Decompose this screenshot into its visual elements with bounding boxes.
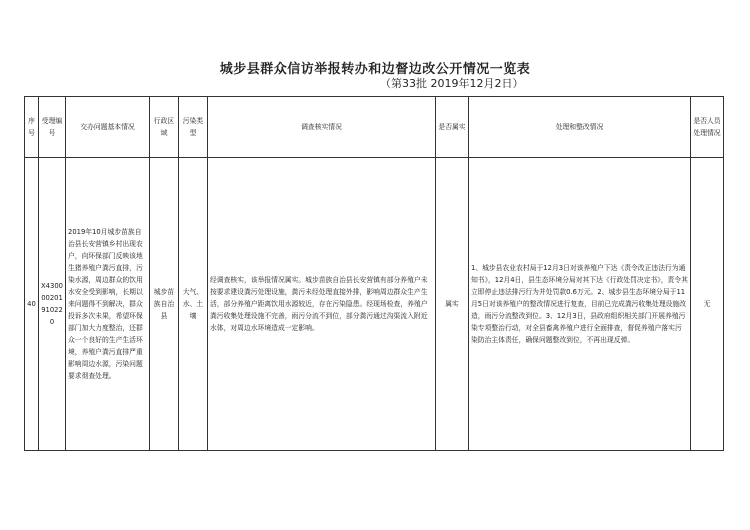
cell-handling: 1、城步县农业农村局于12月3日对该养殖户下达《责令改正违法行为通知书》，12月4日，县生态环境分局对其下达《行政处罚决定书》，责令其立即停止违法排污行为并处罚款0.6万元。2、城步县生态环境分局于11月5日对该养殖户的整改情况进行复查，目前已完成粪污收集处理设施改造，雨污分流整改到位。3、12月3日，县政府组织相关部门开展养殖污染专项整治行动，对全县畜禽养殖户进行全面排查，督促养殖户落实污染防治主体责任，确保问题整改到位，不再出现反弹。 [469,158,691,451]
header-no: 序号 [25,97,39,158]
header-investigation: 调查核实情况 [208,97,436,158]
header-type: 污染类型 [179,97,208,158]
cell-case-no: X430000201910220 [39,158,66,451]
cell-region: 城步苗族自治县 [150,158,179,451]
header-verified: 是否属实 [436,97,469,158]
table-header-row [25,97,724,158]
cell-investigation: 经调查核实，该举报情况属实。城步苗族自治县长安营镇有部分养殖户未按要求建设粪污处理设施，粪污未经处理直接外排，影响周边群众生产生活，部分养殖户距离饮用水源较近，存在污染隐患。经现场检查，养殖户粪污收集处理设施不完善，雨污分流不到位，部分粪污通过沟渠流入附近水体，对周边水环境造成一定影响。 [208,158,436,451]
header-case-no: 受理编号 [39,97,66,158]
cell-accountability: 无 [691,158,724,451]
header-region: 行政区域 [150,97,179,158]
cell-verified: 属实 [436,158,469,451]
cell-type: 大气、水、土壤 [179,158,208,451]
cell-no: 40 [25,158,39,451]
complaint-table [24,96,724,451]
header-complaint: 交办问题基本情况 [66,97,150,158]
header-accountability: 是否人员处理情况 [691,97,724,158]
header-handling: 处理和整改情况 [469,97,691,158]
page-subtitle: （第33批 2019年12月2日） [380,77,524,90]
cell-complaint: 2019年10月城步苗族自治县长安营镇乡村出现农户，向环保部门反映该地生猪养殖户粪污直排，污染水源，周边群众的饮用水安全受到影响，长期以来问题得不到解决，群众投诉多次未果，希望环保部门加大力度整治，还群众一个良好的生产生活环境，养殖户粪污直排严重影响周边水源，污染问题要求彻查处理。 [66,158,150,451]
page-title: 城步县群众信访举报转办和边督边改公开情况一览表 [219,62,531,77]
table-row [25,158,724,451]
